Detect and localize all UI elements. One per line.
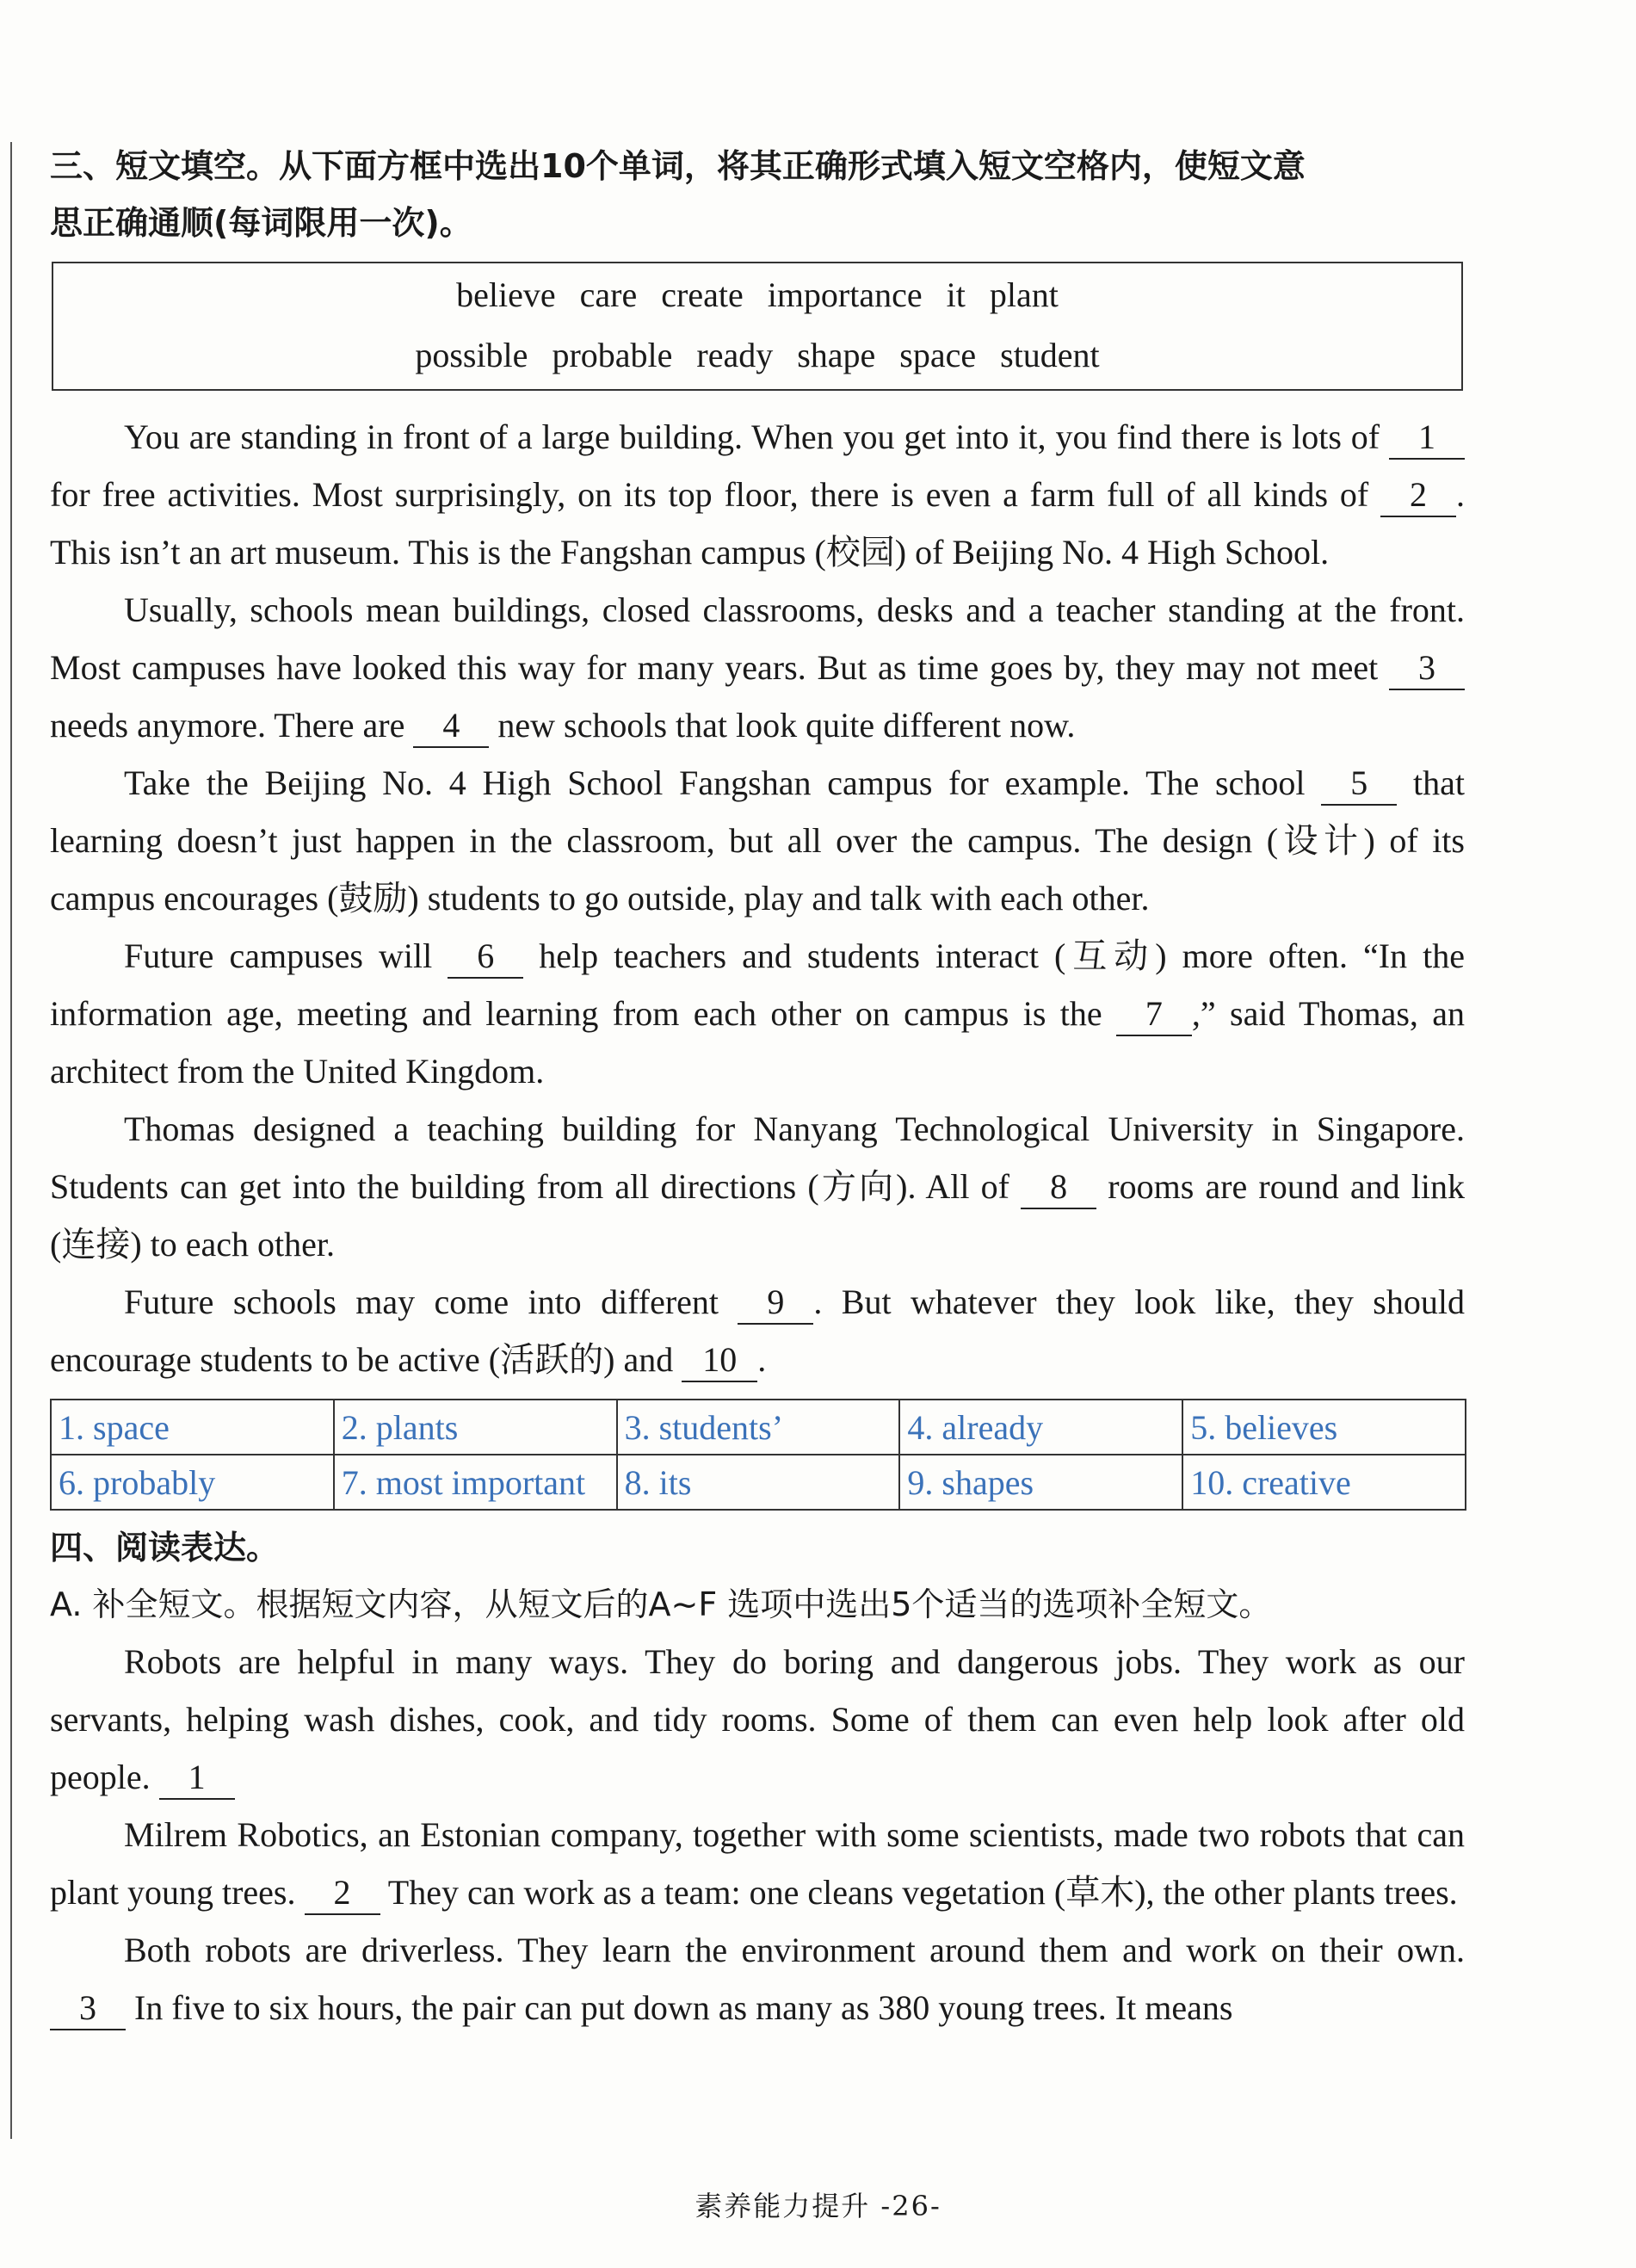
section-3-paragraph: Future schools may come into different 9 . But whatever they look like, they should encourage students to be active (活跃的) and 10 . [50,1273,1465,1388]
section-3-paragraph: Usually, schools mean buildings, closed classrooms, desks and a teacher standing at the front. Most campuses have looked this way for many years. But as time goes by, they may not meet 3 needs anymore. There are 4 new schools that look quite different now. [50,581,1465,754]
section-4-paragraph: Robots are helpful in many ways. They do boring and dangerous jobs. They work as our servants, helping wash dishes, cook, and tidy rooms. Some of them can even help look after old people. 1 [50,1633,1465,1806]
answer-cell: 5. believes [1182,1400,1466,1455]
section-3-heading-line-1: 三、短文填空。从下面方框中选出10个单词，将其正确形式填入短文空格内，使短文意 [50,147,1306,185]
answer-row [51,1400,1466,1455]
word-bank-word: student [1000,336,1100,374]
answer-cell: 2. plants [334,1400,617,1455]
blank-4[interactable]: 4 [413,705,489,748]
section-3-passage [50,408,1465,1388]
word-bank-word: ready [696,336,774,374]
section-3-heading-line-2: 思正确通顺(每词限用一次)。 [50,204,472,242]
word-bank-word: shape [797,336,876,374]
section-4-paragraph: Both robots are driverless. They learn the environment around them and work on their own. 3 In five to six hours, the pair can put down as many as 380 young trees. It means [50,1921,1465,2036]
section-3 [50,138,1465,1511]
word-bank-box [52,262,1463,391]
answer-cell: 9. shapes [899,1455,1182,1510]
answer-cell: 1. space [51,1400,334,1455]
blank-6[interactable]: 6 [448,936,523,979]
blank-3[interactable]: 3 [50,1987,126,2030]
section-4-heading: 四、阅读表达。 [50,1529,280,1567]
section-3-paragraph: Take the Beijing No. 4 High School Fangshan campus for example. The school 5 that learning doesn’t just happen in the classroom, but all over the campus. The design (设计) of its campus encourages (鼓励) students to go outside, play and talk with each other. [50,763,1465,918]
blank-10[interactable]: 10 [682,1339,757,1382]
blank-1[interactable]: 1 [1389,417,1465,460]
word-bank-row-2 [53,325,1461,386]
section-3-paragraph: Future campuses will 6 help teachers and students interact (互动) more often. “In the information age, meeting and learning from each other on campus is the 7 ,” said Thomas, an architect from the United Kingdom. [50,936,1465,1091]
blank-5[interactable]: 5 [1321,763,1397,806]
word-bank-word: importance [767,275,923,314]
blank-2[interactable]: 2 [1380,474,1456,517]
blank-7[interactable]: 7 [1116,993,1192,1036]
answer-cell: 4. already [899,1400,1182,1455]
answer-cell: 10. creative [1182,1455,1466,1510]
section-3-paragraph: You are standing in front of a large building. When you get into it, you find there is lots of 1 for free activities. Most surprisingly, on its top floor, there is even a farm full of all kinds of 2 . This isn’t an art museum. This is the Fangshan campus (校园) of Beijing No. 4 High School. [50,417,1465,572]
answer-row [51,1455,1466,1510]
word-bank-word: believe [456,275,556,314]
answer-cell: 7. most important [334,1455,617,1510]
answer-cell: 6. probably [51,1455,334,1510]
word-bank-row-1 [53,265,1461,325]
section-4-passage [50,1633,1465,2036]
content [50,138,1465,2036]
word-bank-word: plant [989,275,1059,314]
word-bank-word: space [899,336,977,374]
blank-8[interactable]: 8 [1021,1166,1096,1209]
blank-9[interactable]: 9 [738,1282,813,1325]
section-4-subheading: A. 补全短文。根据短文内容，从短文后的A~F 选项中选出5个适当的选项补全短文。 [50,1585,1272,1623]
word-bank-word: possible [415,336,528,374]
section-4-paragraph: Milrem Robotics, an Estonian company, together with some scientists, made two robots that can plant young trees. 2 They can work as a team: one cleans vegetation (草木), the other plants trees. [50,1806,1465,1921]
section-3-paragraph: Thomas designed a teaching building for Nanyang Technological University in Singapore. Students can get into the building from all directions (方向). All of 8 rooms are round and link (连接) to each other. [50,1109,1466,1264]
blank-3[interactable]: 3 [1389,647,1465,690]
word-bank-word: care [579,275,638,314]
word-bank-word: create [661,275,744,314]
word-bank-word: it [946,275,966,314]
section-4 [50,1519,1465,2036]
answer-cell: 8. its [617,1455,900,1510]
answer-table [50,1399,1466,1511]
word-bank-word: probable [552,336,673,374]
page-footer: 素养能力提升 -26- [695,2190,941,2222]
margin-line [10,142,12,2139]
answer-cell: 3. students’ [617,1400,900,1455]
blank-1[interactable]: 1 [159,1757,235,1800]
blank-2[interactable]: 2 [305,1872,380,1915]
